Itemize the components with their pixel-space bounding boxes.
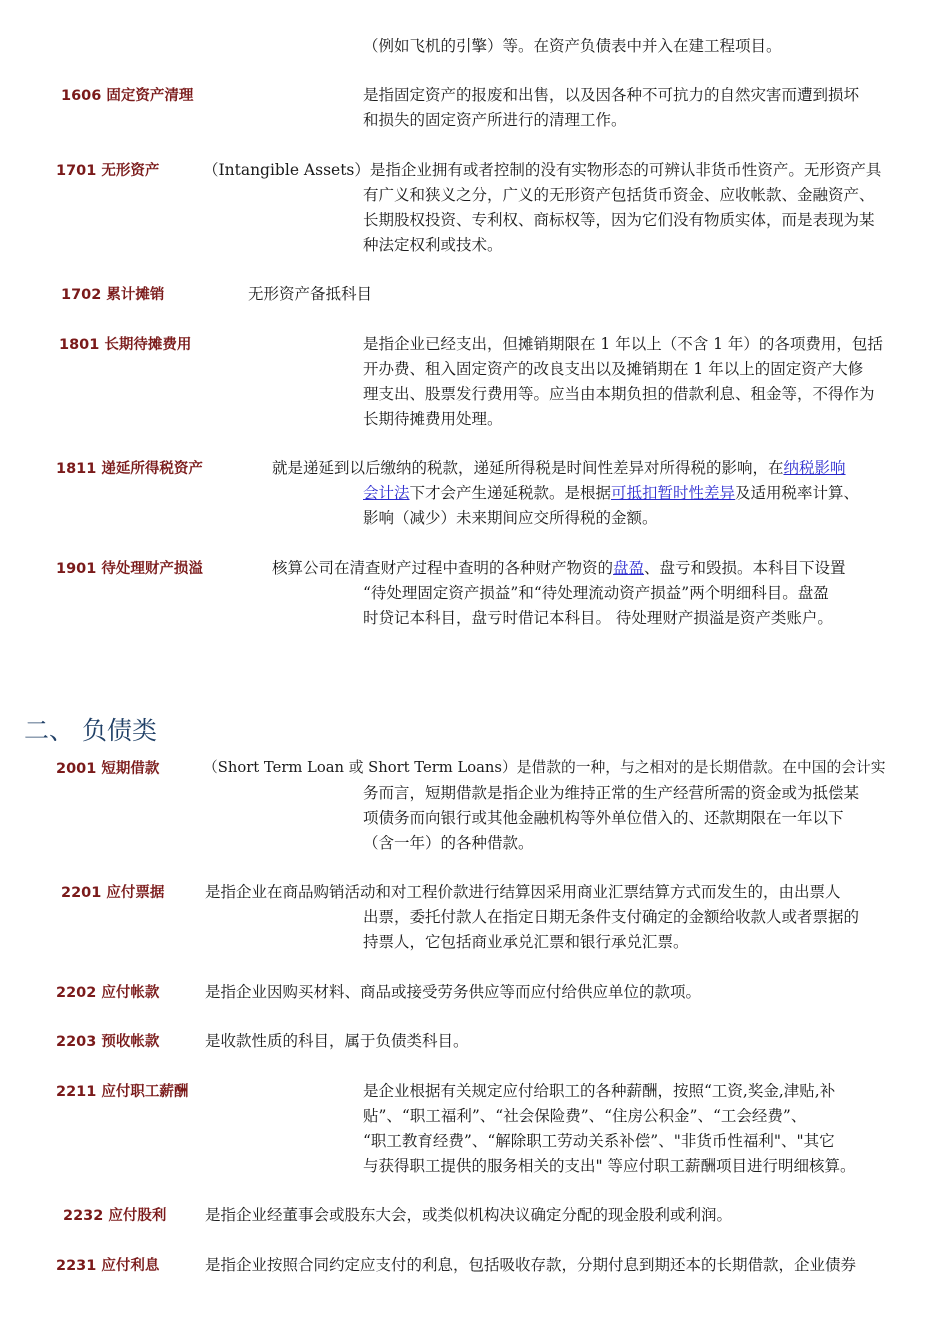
entry-text-line: 长期待摊费用处理。	[363, 410, 503, 428]
entry-text-line: 项债务而向银行或其他金融机构等外单位借入的、还款期限在一年以下	[363, 809, 844, 827]
entry-text-line: 有广义和狭义之分，广义的无形资产包括货币资金、应收帐款、金融资产、	[363, 186, 875, 204]
entry-text-line: 理支出、股票发行费用等。应当由本期负担的借款利息、租金等，不得作为	[363, 385, 875, 403]
entry-text-line: 开办费、租入固定资产的改良支出以及摊销期在 1 年以上的固定资产大修	[363, 360, 864, 378]
entry-text-line: 是企业根据有关规定应付给职工的各种薪酬，按照“工资,奖金,津贴,补	[363, 1082, 836, 1100]
account-code-1702: 1702 累计摊销	[61, 287, 165, 303]
entry-text-line: 长期股权投资、专利权、商标权等，因为它们没有物质实体，而是表现为某	[363, 211, 875, 229]
account-code-2203: 2203 预收帐款	[56, 1034, 160, 1050]
account-code-2232: 2232 应付股利	[63, 1208, 167, 1224]
entry-text-line: 贴”、“职工福利”、“社会保险费”、“住房公积金”、“工会经费”、	[363, 1107, 807, 1125]
account-code-2001: 2001 短期借款	[56, 761, 160, 777]
entry-text-line: 是指企业在商品购销活动和对工程价款进行结算因采用商业汇票结算方式而发生的，由出票人	[205, 883, 841, 901]
entry-text-line: 无形资产备抵科目	[248, 285, 373, 303]
entry-text-line: 种法定权利或技术。	[363, 236, 503, 254]
entry-text-line: （含一年）的各种借款。	[363, 834, 534, 852]
entry-text-line: 持票人，它包括商业承兑汇票和银行承兑汇票。	[363, 933, 689, 951]
account-code-1606: 1606 固定资产清理	[61, 88, 194, 104]
entry-text-line: 时贷记本科目，盘亏时借记本科目。 待处理财产损溢是资产类账户。	[363, 609, 833, 627]
entry-text-line: （Intangible Assets）是指企业拥有或者控制的没有实物形态的可辨认非货币性资产。无形资产具	[203, 161, 882, 179]
link-inventory-surplus[interactable]: 盘盈	[613, 559, 645, 577]
account-code-2202: 2202 应付帐款	[56, 985, 160, 1001]
entry-text-line: 和损失的固定资产所进行的清理工作。	[363, 111, 627, 129]
entry-text: 就是递延到以后缴纳的税款，递延所得税是时间性差异对所得税的影响，在	[272, 459, 784, 477]
entry-text-line	[272, 559, 846, 577]
entry-text: 、盘亏和毁损。本科目下设置	[644, 559, 846, 577]
account-code-2231: 2231 应付利息	[56, 1258, 160, 1274]
account-code-2211: 2211 应付职工薪酬	[56, 1084, 189, 1100]
account-code-2201: 2201 应付票据	[61, 885, 165, 901]
entry-text-line: 出票，委托付款人在指定日期无条件支付确定的金额给收款人或者票据的	[363, 908, 860, 926]
link-deductible-temporary-difference[interactable]: 可抵扣暂时性差异	[611, 484, 736, 502]
entry-text-line: 影响（减少）未来期间应交所得税的金额。	[363, 509, 658, 527]
account-code-1901: 1901 待处理财产损溢	[56, 561, 203, 577]
entry-text-line	[363, 484, 859, 502]
entry-text-line: 是指企业已经支出，但摊销期限在 1 年以上（不含 1 年）的各项费用，包括	[363, 335, 883, 353]
link-tax-effect[interactable]: 纳税影响	[783, 459, 846, 477]
entry-text-line: 是指企业因购买材料、商品或接受劳务供应等而应付给供应单位的款项。	[205, 983, 702, 1001]
entry-text-line: （例如飞机的引擎）等。在资产负债表中并入在建工程项目。	[363, 37, 782, 55]
entry-text-line: “待处理固定资产损益”和“待处理流动资产损益”两个明细科目。盘盈	[363, 584, 829, 602]
entry-text-line: 是指固定资产的报废和出售，以及因各种不可抗力的自然灾害而遭到损坏	[363, 86, 860, 104]
entry-text: 及适用税率计算、	[735, 484, 860, 502]
entry-text-line: （Short Term Loan 或 Short Term Loans）是借款的一种，与之相对的是长期借款。在中国的会计实	[203, 759, 886, 776]
account-code-1801: 1801 长期待摊费用	[59, 337, 192, 353]
account-code-1811: 1811 递延所得税资产	[56, 461, 203, 477]
entry-text: 下才会产生递延税款。是根据	[409, 484, 612, 502]
entry-text-line: 务而言，短期借款是指企业为维持正常的生产经营所需的资金或为抵偿某	[363, 784, 860, 802]
entry-text-line: 是收款性质的科目，属于负债类科目。	[205, 1032, 469, 1050]
entry-text-line: 是指企业经董事会或股东大会，或类似机构决议确定分配的现金股利或利润。	[205, 1206, 733, 1224]
entry-text-line: “职工教育经费”、“解除职工劳动关系补偿”、"非货币性福利"、"其它	[363, 1132, 835, 1150]
entry-text-line: 是指企业按照合同约定应支付的利息，包括吸收存款，分期付息到期还本的长期借款，企业债券	[205, 1256, 857, 1274]
section-heading: 二、 负债类	[24, 716, 157, 745]
link-accounting-method[interactable]: 会计法	[363, 484, 410, 502]
entry-text-line	[272, 459, 846, 477]
entry-text-line: 与获得职工提供的服务相关的支出" 等应付职工薪酬项目进行明细核算。	[363, 1157, 856, 1175]
entry-text: 核算公司在清查财产过程中查明的各种财产物资的	[272, 559, 614, 577]
account-code-1701: 1701 无形资产	[56, 163, 160, 179]
